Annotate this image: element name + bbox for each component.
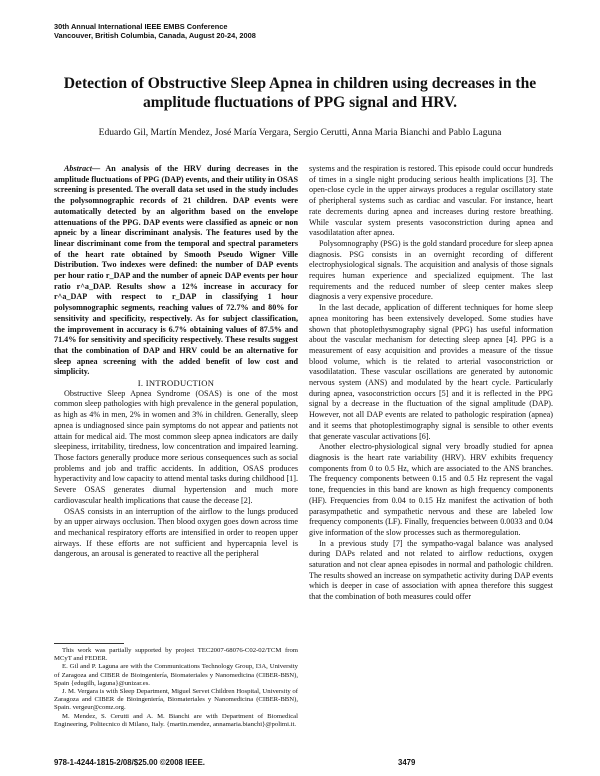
isbn-copyright: 978-1-4244-1815-2/08/$25.00 ©2008 IEEE.: [54, 758, 205, 767]
intro-paragraph-4: Polysomnography (PSG) is the gold standard procedure for sleep apnea diagnosis. PSG consists in an overnight recording of different electrophysiological signals. The acquisition and analysis of those signals requires human experience and specialized equipment. The last requirements and the reduced number of sleep center makes sleep diagnosis a very expensive procedure.: [309, 238, 553, 302]
footnote-affiliation-gil-laguna: E. Gil and P. Laguna are with the Communications Technology Group, I3A, University of Zaragoza and CIBER de Bioingeniería, Biomateriales y Nanomedicina (CIBER-BBN), Spain {edugilh, laguna}@unizar.es.: [54, 663, 298, 687]
paper-authors: Eduardo Gil, Martín Mendez, José María Vergara, Sergio Cerutti, Anna Maria Bianchi and Pablo Laguna: [98, 127, 502, 138]
conference-location: Vancouver, British Columbia, Canada, August 20-24, 2008: [54, 31, 256, 40]
paper-title: Detection of Obstructive Sleep Apnea in children using decreases in the amplitude fluctuations of PPG signal and HRV.: [63, 75, 537, 111]
intro-paragraph-6: Another electro-physiological signal very broadly studied for apnea diagnosis is the heart rate variability (HRV). HRV exhibits frequency components from 0 to 0.5 Hz, which are associated to the ANS branches. The frequency components between 0.15 and 0.5 Hz represent the vagal tone, frequencies in this band are known as high frequency components (HF). Frequencies from 0.04 to 0.15 Hz manifest the activation of both parasympathetic and sympathetic nervous and these are labeled low frequency components (LF). Finally, frequencies between 0.0033 and 0.04 give information of the slow processes such as thermoregulation.: [309, 442, 553, 537]
intro-paragraph-3: systems and the respiration is restored. This episode could occur hundreds of times in a single night producing serious health implications [3]. The open-close cycle in the upper airways produces a regular oscillatory state of pheripheral systems such as cardiac and vascular. For instance, heart rate decrements during apnea and increases during restore breathing. While vascular system presents vasoconstriction during apnea and vasodilatation after apnea.: [309, 164, 553, 238]
footnote-funding: This work was partially supported by project TEC2007-68076-C02-02/TCM from MCyT and FEDER.: [54, 647, 298, 663]
footnote-affiliation-vergara: J. M. Vergara is with Sleep Department, Miguel Servet Children Hospital, University of Zaragoza and CIBER de Bioingeniería, Biomateriales y Nanomedicina (CIBER-BBN), Spain. vergeur@comz.org.: [54, 688, 298, 712]
abstract-label: Abstract: [64, 164, 92, 173]
footnote-rule: [54, 643, 124, 644]
intro-paragraph-1: Obstructive Sleep Apnea Syndrome (OSAS) is one of the most common sleep pathologies with high prevalence in the general population, as high as 4% in men, 2% in women and 3% in children. Generally, sleep apnea is undiagnosed since pain symptoms do not appear and patients not attain for medical aid. The most common sleep apnea indicators are daily sleepiness, irritability, tiredness, low concentration and impaired learning. Those factors generally produce more serious consequences such as social problems and job and traffic accidents. In addition, OSAS produces hyperactivity and low capacity to attend mental tasks during childhood [1]. Severe OSAS generates diurnal hypertension and much more cardiovascular health implications that cause the decease [2].: [54, 388, 298, 505]
left-column: [54, 164, 298, 560]
intro-paragraph-2: OSAS consists in an interruption of the airflow to the lungs produced by an upper airways occlusion. Then blood oxygen goes down across time and mechanical respiratory efforts are intensified in order to reopen upper airways. If these efforts are not sufficient and hypercapnia level is dangerous, an arousal is generated to reactive all the peripheral: [54, 506, 298, 559]
abstract-text: — An analysis of the HRV during decreases in the amplitude fluctuations of PPG (DAP) events, and their utility in OSAS screening is presented. The overall data set used in the study includes the polysomnographic records of 21 children. DAP events were automatically detected by an algorithm based on the envelope attenuations of the PPG. DAP events were classified as apneic or non apneic by a linear discriminant analysis. The features used by the linear discriminant come from the temporal and spectral parameters of the heart rate obtained by Smooth Pseudo Wigner Ville Distribution. Two indexes were defined: the number of DAP events per hour ratio r_DAP and the number of apneic DAP events per hour ratio r^a_DAP. Results show a 12% increase in accuracy for r^a_DAP with respect to r_DAP in classifying 1 hour polysomnographic segments, reaching values of 72.7% and 80% for sensitivity and specificity, respectively. As for subject classification, the improvement in accuracy is 6.7% obtaining values of 87.5% and 71.4% for sensitivity and specificity respectively. These results suggest that the combination of DAP and HRV could be an alternative for sleep apnea screening with the added benefit of low cost and simplicity.: [54, 164, 298, 377]
section-heading-introduction: I. INTRODUCTION: [137, 378, 215, 389]
footnote-affiliation-mendez-cerutti-bianchi: M. Mendez, S. Cerutti and A. M. Bianchi are with Department of Biomedical Engineering, Politecnico di Milano, Italy. {martin.mendez, annamaria.bianchi}@polimi.it.: [54, 712, 298, 728]
intro-paragraph-5: In the last decade, application of different techniques for home sleep apnea monitoring has been extensively developed. Some studies have shown that photoplethysmography signal (PPG) has useful information about the vascular mechanism for detecting sleep apnea [4]. PPG is a measurement of easy acquisition and provides a measure of the tissue blood volume, which is tie related to arterial vasoconstriction or vasodilatation. These vascular oscillations are generated by autonomic nervous system (ANS) and modulated by the heart cycle. Particularly during apnea, vasoconstriction occurs [5] and it is reflected in the PPG signal by a decrease in the fluctuation of the signal amplitude (DAP). However, not all DAP events are related to pathologic respiration (apnea) and it seems that photoplestimography signal is sensible to other events that generate vascular activations [6].: [309, 303, 553, 441]
right-column: [309, 164, 553, 603]
conference-header: [54, 22, 256, 40]
abstract: [54, 164, 298, 378]
footnotes: [54, 643, 298, 729]
intro-paragraph-7: In a previous study [7] the sympatho-vagal balance was analysed during DAPs related and not related to airflow reductions, oxygen saturation and not clear apnea episodes in normal and pathologic children. The results showed an increase on sympathetic activity during DAP events which is deeper in case of association with apnea therefore this suggest that the combination of both measures could offer: [309, 538, 553, 602]
conference-name: 30th Annual International IEEE EMBS Conference: [54, 22, 228, 31]
page-number: 3479: [398, 758, 416, 767]
